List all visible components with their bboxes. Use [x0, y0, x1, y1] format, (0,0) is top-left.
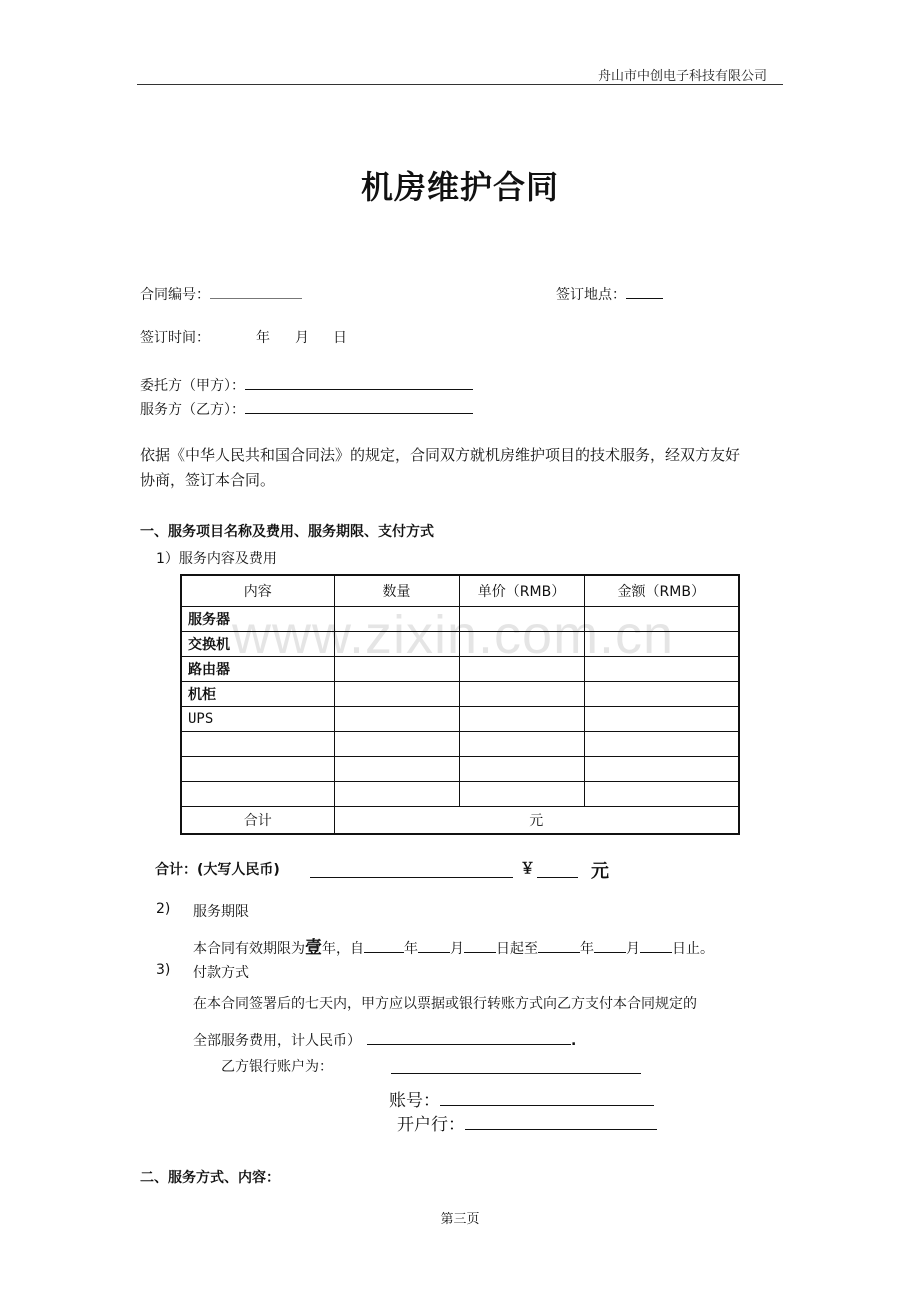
- subsection-3-title: 付款方式: [193, 965, 249, 981]
- client-row: [140, 373, 473, 395]
- unit-price-cell[interactable]: [459, 681, 584, 706]
- unit-price-cell[interactable]: [459, 781, 584, 806]
- item-name-cell: 服务器: [181, 606, 334, 631]
- table-header-cell: 数量: [334, 575, 459, 606]
- sign-place-label: 签订地点：: [556, 287, 626, 303]
- table-row: [181, 781, 739, 806]
- provider-row: [140, 397, 473, 419]
- amount-cell[interactable]: [584, 681, 739, 706]
- account-no-label: 账号：: [389, 1091, 440, 1111]
- intro-line-2: 协商，签订本合同。: [140, 471, 276, 489]
- amount-cell[interactable]: [584, 756, 739, 781]
- period-text: 年: [404, 941, 418, 957]
- table-row: [181, 731, 739, 756]
- end-day-field[interactable]: [640, 936, 672, 953]
- unit-price-cell[interactable]: [459, 731, 584, 756]
- bank-name-row: [397, 1110, 657, 1135]
- table-header-row: [181, 575, 739, 606]
- payment-text: 全部服务费用，计人民币）: [193, 1033, 361, 1049]
- contract-no-field[interactable]: [210, 282, 302, 299]
- quantity-cell[interactable]: [334, 706, 459, 731]
- sign-time-label: 签订时间：: [140, 330, 210, 346]
- contract-no-row: [140, 282, 302, 304]
- total-amount-cell[interactable]: 元: [334, 806, 739, 834]
- section-2-heading: 二、服务方式、内容：: [140, 1170, 280, 1186]
- total-label-cell: 合计: [181, 806, 334, 834]
- total-number-field[interactable]: [537, 861, 578, 878]
- header-company: 舟山市中创电子科技有限公司: [598, 69, 768, 84]
- item-name-cell: 路由器: [181, 656, 334, 681]
- start-month-field[interactable]: [418, 936, 450, 953]
- provider-field[interactable]: [245, 397, 473, 414]
- period-text: 年: [580, 941, 594, 957]
- watermark: www.zixin.com.cn: [232, 605, 675, 665]
- period-text: 日起至: [496, 941, 538, 957]
- contract-no-label: 合同编号：: [140, 287, 210, 303]
- table-header-cell: 内容: [181, 575, 334, 606]
- item-name-cell: 交换机: [181, 631, 334, 656]
- account-no-field[interactable]: [440, 1087, 654, 1106]
- start-day-field[interactable]: [464, 936, 496, 953]
- quantity-cell[interactable]: [334, 681, 459, 706]
- page-number: 第三页: [440, 1212, 480, 1227]
- header-divider: [137, 84, 783, 85]
- bank-account-label: 乙方银行账户为：: [221, 1059, 333, 1075]
- subsection-2-title: 服务期限: [193, 904, 249, 920]
- payment-amount-field[interactable]: [367, 1028, 571, 1045]
- period-text: 日止。: [672, 941, 714, 957]
- item-name-cell: UPS: [181, 706, 334, 731]
- page-title: 机房维护合同: [360, 168, 559, 206]
- section-1-heading: 一、服务项目名称及费用、服务期限、支付方式: [140, 524, 434, 540]
- item-name-cell[interactable]: [181, 781, 334, 806]
- quantity-cell[interactable]: [334, 781, 459, 806]
- bank-account-field[interactable]: [391, 1057, 641, 1074]
- table-row: [181, 706, 739, 731]
- total-line: [155, 859, 280, 879]
- sign-time-year: 年: [256, 330, 270, 346]
- period-text: 月: [626, 941, 640, 957]
- period-years: 壹: [305, 938, 322, 958]
- period-line: [193, 933, 714, 958]
- amount-cell[interactable]: [584, 706, 739, 731]
- client-field[interactable]: [245, 373, 473, 390]
- table-header-cell: 金额（RMB）: [584, 575, 739, 606]
- payment-line-1: 在本合同签署后的七天内，甲方应以票据或银行转账方式向乙方支付本合同规定的: [193, 996, 697, 1012]
- subsection-1-title: 1）服务内容及费用: [156, 551, 277, 567]
- client-label: 委托方（甲方）：: [140, 378, 245, 394]
- table-header-cell: 单价（RMB）: [459, 575, 584, 606]
- yuan-label: 元: [591, 861, 609, 882]
- end-year-field[interactable]: [538, 936, 580, 953]
- account-no-row: [389, 1086, 654, 1111]
- unit-price-cell[interactable]: [459, 756, 584, 781]
- subsection-3-number: 3): [156, 962, 171, 978]
- quantity-cell[interactable]: [334, 756, 459, 781]
- sign-place-field[interactable]: [626, 282, 663, 299]
- sign-time-row: [140, 327, 210, 347]
- unit-price-cell[interactable]: [459, 706, 584, 731]
- sign-place-row: [556, 282, 663, 304]
- table-row: [181, 756, 739, 781]
- yen-symbol: ￥: [520, 859, 536, 877]
- intro-line-1: 依据《中华人民共和国合同法》的规定，合同双方就机房维护项目的技术服务，经双方友好: [140, 446, 741, 464]
- bank-name-label: 开户行：: [397, 1115, 465, 1135]
- total-upper-field[interactable]: [310, 861, 513, 878]
- amount-cell[interactable]: [584, 781, 739, 806]
- sign-time-month: 月: [295, 330, 309, 346]
- total-line-label: 合计：(大写人民币): [155, 862, 280, 878]
- bank-name-field[interactable]: [465, 1111, 657, 1130]
- period-text: 本合同有效期限为: [193, 941, 305, 957]
- payment-text-end: .: [571, 1033, 577, 1049]
- item-name-cell[interactable]: [181, 731, 334, 756]
- payment-line-2: [193, 1028, 576, 1050]
- item-name-cell: 机柜: [181, 681, 334, 706]
- quantity-cell[interactable]: [334, 731, 459, 756]
- start-year-field[interactable]: [364, 936, 404, 953]
- item-name-cell[interactable]: [181, 756, 334, 781]
- end-month-field[interactable]: [594, 936, 626, 953]
- sign-time-day: 日: [333, 330, 347, 346]
- period-text: 月: [450, 941, 464, 957]
- table-row: [181, 681, 739, 706]
- provider-label: 服务方（乙方）：: [140, 402, 245, 418]
- amount-cell[interactable]: [584, 731, 739, 756]
- period-text: 年，自: [322, 941, 364, 957]
- subsection-2-number: 2): [156, 901, 171, 917]
- table-total-row: [181, 806, 739, 834]
